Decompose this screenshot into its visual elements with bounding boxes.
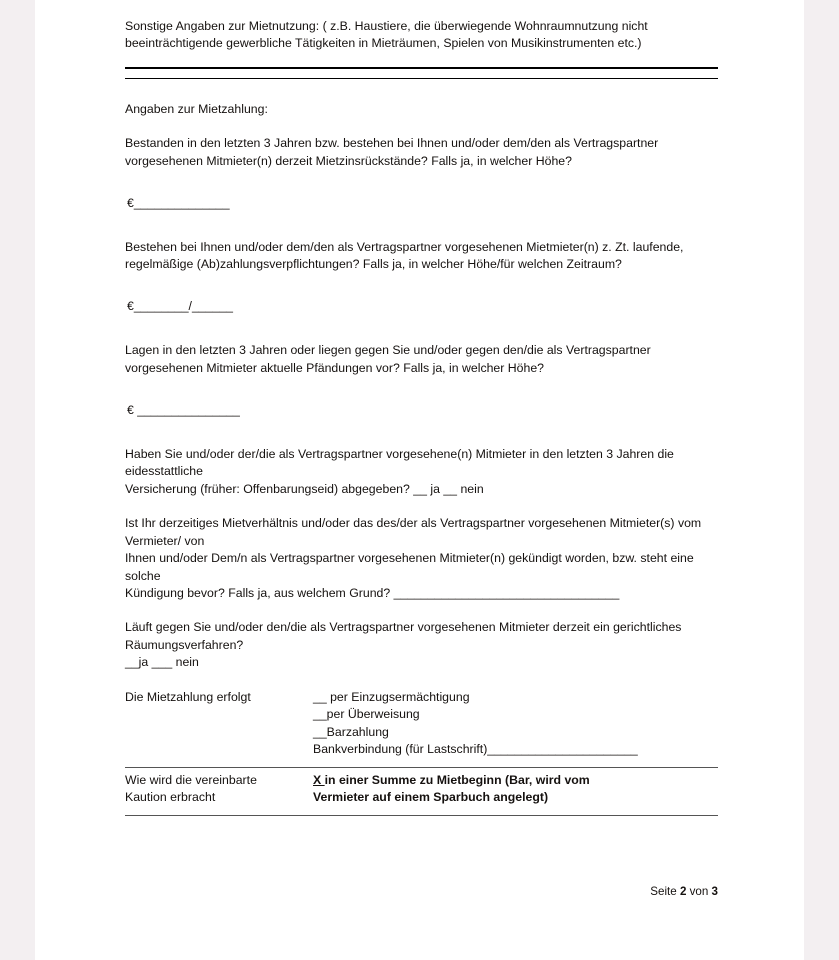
deposit-label bbox=[125, 772, 313, 807]
deposit-value-line1 bbox=[313, 772, 718, 789]
document-page bbox=[35, 0, 804, 960]
deposit-label-line1: Wie wird die vereinbarte bbox=[125, 772, 257, 787]
payment-method-label: Die Mietzahlung erfolgt bbox=[125, 689, 251, 704]
payment-option-bank-details[interactable]: Bankverbindung (für Lastschrift)______________________ bbox=[313, 742, 638, 757]
document-content bbox=[125, 18, 718, 816]
deposit-value-line2: Vermieter auf einem Sparbuch angelegt) bbox=[313, 790, 549, 805]
deposit-row bbox=[125, 772, 718, 807]
answer-garnishments-amount[interactable]: € _______________ bbox=[127, 402, 240, 417]
question-garnishments: Lagen in den letzten 3 Jahren oder liegen gegen Sie und/oder gegen den/die als Vertragspartner vorgesehenen Mitmieter aktuelle Pfändungen vor? Falls ja, in welcher Höhe? bbox=[125, 343, 651, 375]
question-termination-line2: Ihnen und/oder Dem/n als Vertragspartner vorgesehenen Mitmieter(n) gekündigt worden, bzw. steht eine solche bbox=[125, 551, 694, 583]
question-termination-line1: Ist Ihr derzeitiges Mietverhältnis und/oder das des/der als Vertragspartner vorgesehenen Mitmieter(s) vom Vermieter/ von bbox=[125, 516, 702, 548]
payment-option-transfer[interactable]: __per Überweisung bbox=[313, 707, 420, 722]
question-eviction-line2[interactable]: __ja ___ nein bbox=[125, 655, 199, 670]
answer-arrears-amount[interactable]: €______________ bbox=[127, 195, 230, 210]
question-affidavit-line1: Haben Sie und/oder der/die als Vertragspartner vorgesehene(n) Mitmieter in den letzten 3 Jahren die eidesstattliche bbox=[125, 446, 674, 479]
question-installments: Bestehen bei Ihnen und/oder dem/den als Vertragspartner vorgesehenen Mietmieter(n) z. Zt. laufende, regelmäßige (Ab)zahlungsverpflichtungen? Falls ja, in welcher Höhe/für welchen Zeitraum? bbox=[125, 239, 684, 272]
footer-page-number: 2 bbox=[679, 885, 687, 898]
deposit-checkmark[interactable]: X bbox=[313, 772, 325, 787]
other-usage-paragraph: Sonstige Angaben zur Mietnutzung: ( z.B. Haustiere, die überwiegende Wohnraumnutzung nicht beeinträchtigende gewerbliche Tätigkeiten in Mieträumen, Spielen von Musikinstrumenten etc.) bbox=[125, 19, 648, 51]
deposit-value bbox=[313, 772, 718, 807]
deposit-label-line2: Kaution erbracht bbox=[125, 790, 216, 805]
question-arrears: Bestanden in den letzten 3 Jahren bzw. bestehen bei Ihnen und/oder dem/den als Vertragspartner vorgesehenen Mitmieter(n) derzeit Mietzinsrückstände? Falls ja, in welcher Höhe? bbox=[125, 136, 659, 168]
payment-option-cash[interactable]: __Barzahlung bbox=[313, 724, 389, 739]
footer-prefix: Seite bbox=[650, 885, 680, 898]
question-eviction-line1: Läuft gegen Sie und/oder den/die als Vertragspartner vorgesehenen Mitmieter derzeit ein gerichtliches Räumungsverfahren? bbox=[125, 620, 682, 652]
answer-installments-amount[interactable]: €________/______ bbox=[127, 299, 234, 314]
payment-method-options bbox=[313, 689, 718, 759]
footer-total-pages: 3 bbox=[711, 885, 718, 898]
page-footer bbox=[125, 885, 718, 898]
payment-section-heading: Angaben zur Mietzahlung: bbox=[125, 101, 268, 116]
footer-middle: von bbox=[686, 885, 712, 898]
divider-deposit-bottom bbox=[125, 815, 718, 816]
divider-thick-top bbox=[125, 67, 718, 69]
question-affidavit-line2[interactable]: Versicherung (früher: Offenbarungseid) abgegeben? __ ja __ nein bbox=[125, 481, 484, 496]
payment-method-row bbox=[125, 689, 718, 759]
divider-deposit-top bbox=[125, 767, 718, 768]
deposit-value-line1-text: in einer Summe zu Mietbeginn (Bar, wird vom bbox=[324, 772, 590, 787]
question-termination-line3[interactable]: Kündigung bevor? Falls ja, aus welchem Grund? _________________________________ bbox=[125, 586, 620, 601]
payment-option-direct-debit[interactable]: __ per Einzugsermächtigung bbox=[313, 689, 470, 704]
